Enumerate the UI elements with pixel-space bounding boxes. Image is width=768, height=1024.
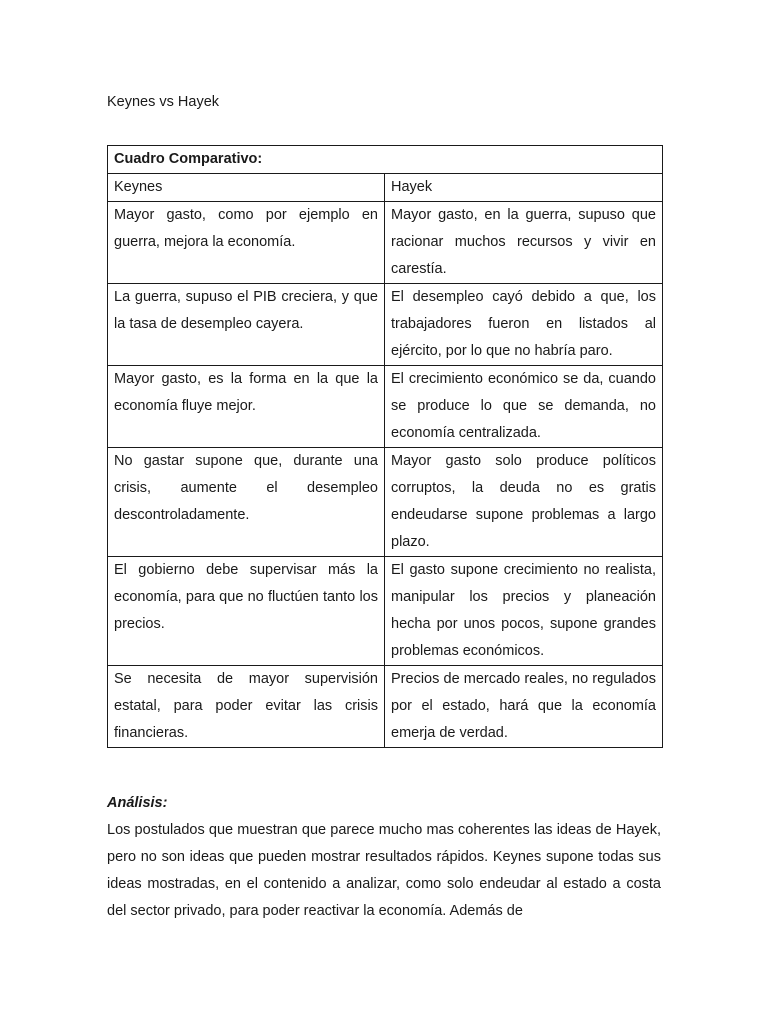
table-header-row: [108, 174, 663, 202]
analysis-section: [107, 790, 661, 925]
keynes-cell: Se necesita de mayor supervisión estatal, para poder evitar las crisis financieras.: [108, 666, 385, 748]
keynes-cell: No gastar supone que, durante una crisis, aumente el desempleo descontroladamente.: [108, 448, 385, 557]
table-row: [108, 284, 663, 366]
table-row: [108, 202, 663, 284]
table-row: [108, 366, 663, 448]
hayek-cell: El gasto supone crecimiento no realista, manipular los precios y planeación hecha por unos pocos, supone grandes problemas económicos.: [385, 557, 663, 666]
keynes-cell: La guerra, supuso el PIB creciera, y que la tasa de desempleo cayera.: [108, 284, 385, 366]
hayek-cell: El desempleo cayó debido a que, los trabajadores fueron en listados al ejército, por lo que no habría paro.: [385, 284, 663, 366]
hayek-cell: Mayor gasto solo produce políticos corruptos, la deuda no es gratis endeudarse supone problemas a largo plazo.: [385, 448, 663, 557]
keynes-cell: El gobierno debe supervisar más la economía, para que no fluctúen tanto los precios.: [108, 557, 385, 666]
table-row: [108, 448, 663, 557]
keynes-cell: Mayor gasto, es la forma en la que la economía fluye mejor.: [108, 366, 385, 448]
column-header-hayek: Hayek: [385, 174, 663, 202]
comparison-table: [107, 145, 663, 748]
hayek-cell: Mayor gasto, en la guerra, supuso que racionar muchos recursos y vivir en carestía.: [385, 202, 663, 284]
table-caption-row: [108, 146, 663, 174]
document-title: Keynes vs Hayek: [107, 94, 220, 110]
table-row: [108, 557, 663, 666]
hayek-cell: Precios de mercado reales, no regulados por el estado, hará que la economía emerja de verdad.: [385, 666, 663, 748]
analysis-paragraph: Los postulados que muestran que parece mucho mas coherentes las ideas de Hayek, pero no son ideas que pueden mostrar resultados rápidos. Keynes supone todas sus ideas mostradas, en el contenido a analizar, como solo endeudar al estado a costa del sector privado, para poder reactivar la economía. Además de: [107, 822, 661, 919]
table-row: [108, 666, 663, 748]
keynes-cell: Mayor gasto, como por ejemplo en guerra, mejora la economía.: [108, 202, 385, 284]
table-caption: Cuadro Comparativo:: [108, 146, 663, 174]
column-header-keynes: Keynes: [108, 174, 385, 202]
analysis-heading: Análisis:: [107, 795, 168, 811]
hayek-cell: El crecimiento económico se da, cuando se produce lo que se demanda, no economía centralizada.: [385, 366, 663, 448]
